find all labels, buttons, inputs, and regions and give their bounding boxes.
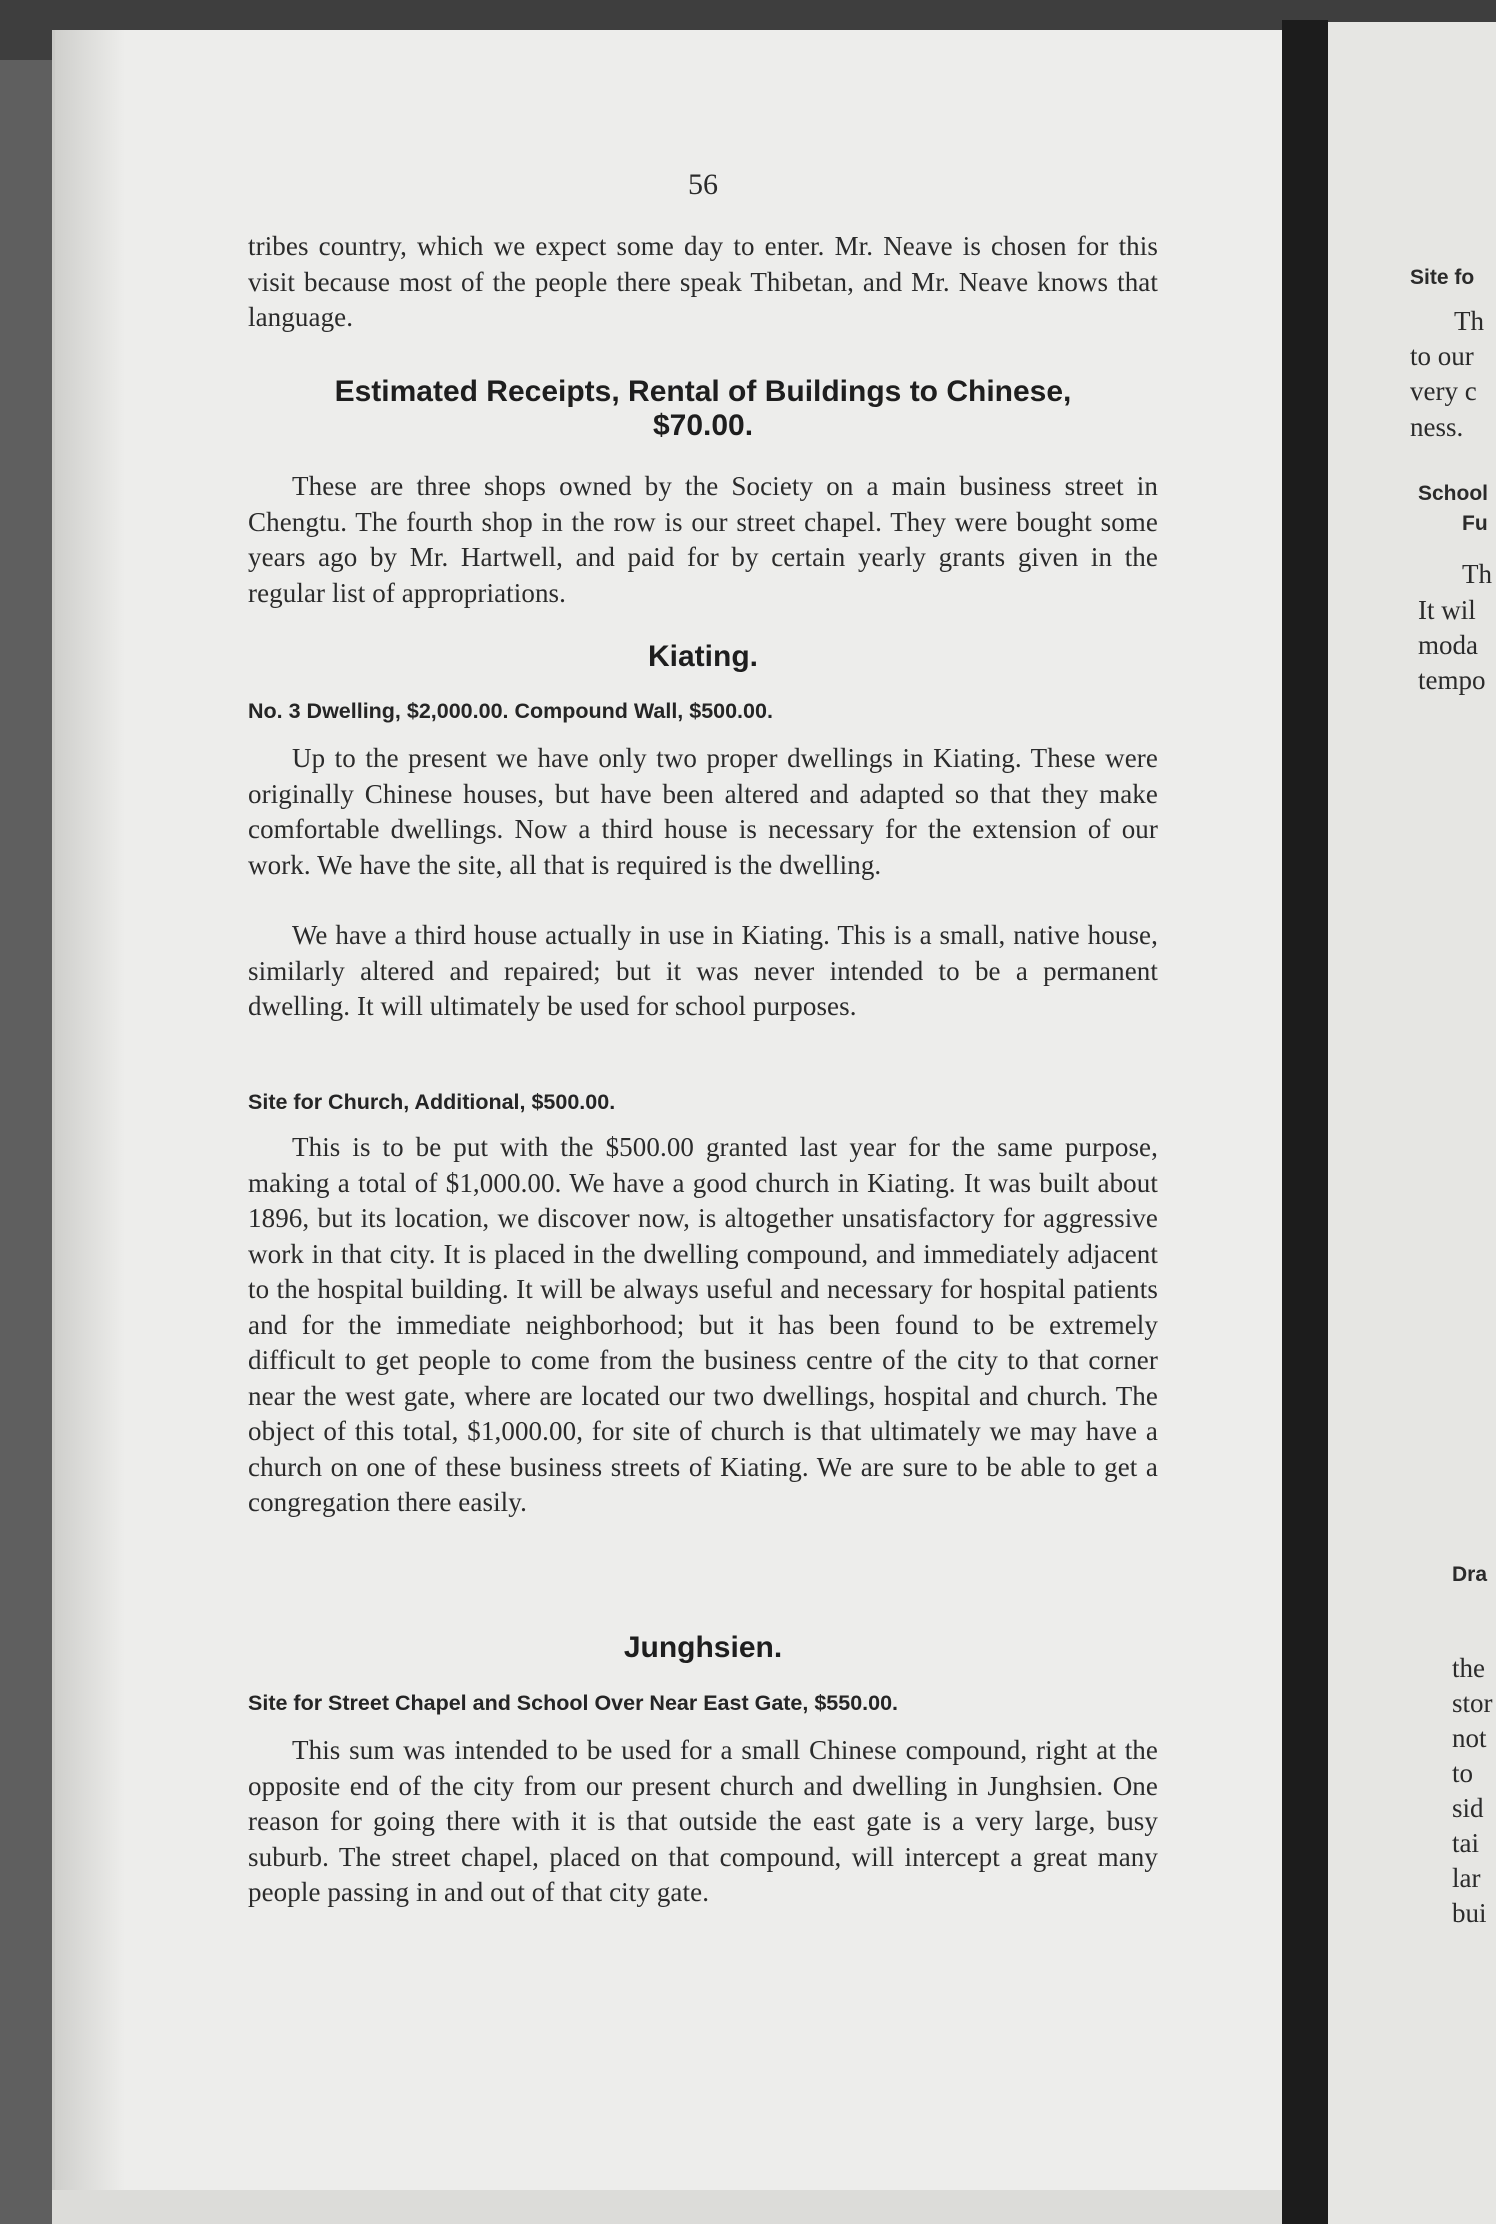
right-page <box>1328 22 1496 2224</box>
right-fragment: tai <box>1452 1828 1479 1858</box>
right-fragment: Dra <box>1452 1563 1488 1586</box>
right-fragment: not <box>1452 1723 1487 1753</box>
right-fragment: moda <box>1418 630 1478 660</box>
right-fragment: to <box>1452 1758 1474 1788</box>
book-gutter <box>1282 20 1328 2224</box>
paragraph-dwelling-2: We have a third house actually in use in Kiating. This is a small, native house, similarly altered and repaired; but it was never intended to be a permanent dwelling. It will ultimately be used for school purposes. <box>248 920 1158 1021</box>
right-fragment: to our <box>1410 341 1474 371</box>
subheading-church: Site for Church, Additional, $500.00. <box>248 1090 616 1114</box>
heading-receipts-line2: $70.00. <box>652 409 754 442</box>
right-fragment: Th <box>1454 306 1484 336</box>
right-fragment: ness. <box>1410 412 1464 442</box>
paragraph-chapel: This sum was intended to be used for a small Chinese compound, right at the opposite end of the city from our present church and dwelling in Junghsien. One reason for going there with it is that outside the east gate is a very large, busy suburb. The street chapel, placed on that compound, will intercept a great many people passing in and out of that city gate. <box>248 1735 1158 1907</box>
heading-junghsien: Junghsien. <box>623 1631 783 1664</box>
paragraph-church: This is to be put with the $500.00 granted last year for the same purpose, making a total of $1,000.00. We have a good church in Kiating. It was built about 1896, but its location, we discover now, is altogether unsatisfactory for aggressive work in that city. It is placed in the dwelling compound, and immediately adjacent to the hospital building. It will be always useful and necessary for hospital patients and for the immediate neighborhood; but it has been found to be extremely difficult to get people to come from the business centre of the city to that corner near the west gate, where are located our two dwellings, hospital and church. The object of this total, $1,000.00, for site of church is that ultimately we may have a church on one of these business streets of Kiating. We are sure to be able to get a congregation there easily. <box>248 1132 1158 1517</box>
subheading-dwelling: No. 3 Dwelling, $2,000.00. Compound Wall, $500.00. <box>248 699 773 723</box>
page-number: 56 <box>688 168 718 201</box>
right-fragment: the <box>1452 1653 1485 1683</box>
right-fragment: sid <box>1452 1793 1484 1823</box>
right-fragment: School <box>1418 482 1489 505</box>
right-fragment: bui <box>1452 1898 1487 1928</box>
right-fragment: It wil <box>1418 595 1476 625</box>
subheading-chapel: Site for Street Chapel and School Over Near East Gate, $550.00. <box>248 1691 899 1715</box>
right-fragment: Th <box>1462 559 1492 589</box>
page-bottom-edge <box>52 2190 1282 2224</box>
right-fragment: lar <box>1452 1863 1481 1893</box>
page-edge-shadow <box>55 30 125 2224</box>
heading-receipts-line1: Estimated Receipts, Rental of Buildings to Chinese, <box>334 375 1072 408</box>
right-fragment: stor <box>1452 1688 1493 1718</box>
right-fragment: Fu <box>1462 512 1488 535</box>
right-fragment: tempo <box>1418 665 1486 695</box>
paragraph-receipts: These are three shops owned by the Society on a main business street in Chengtu. The fourth shop in the row is our street chapel. They were bought some years ago by Mr. Hartwell, and paid for by certain yearly grants given in the regular list of appropriations. <box>248 471 1158 608</box>
paragraph-intro: tribes country, which we expect some day to enter. Mr. Neave is chosen for this visit because most of the people there speak Thibetan, and Mr. Neave knows that language. <box>248 231 1158 332</box>
paragraph-dwelling-1: Up to the present we have only two proper dwellings in Kiating. These were originally Chinese houses, but have been altered and adapted so that they make comfortable dwellings. Now a third house is necessary for the extension of our work. We have the site, all that is required is the dwelling. <box>248 743 1158 880</box>
right-fragment: very c <box>1410 376 1477 406</box>
right-fragment: Site fo <box>1410 266 1475 289</box>
heading-kiating: Kiating. <box>648 640 758 673</box>
